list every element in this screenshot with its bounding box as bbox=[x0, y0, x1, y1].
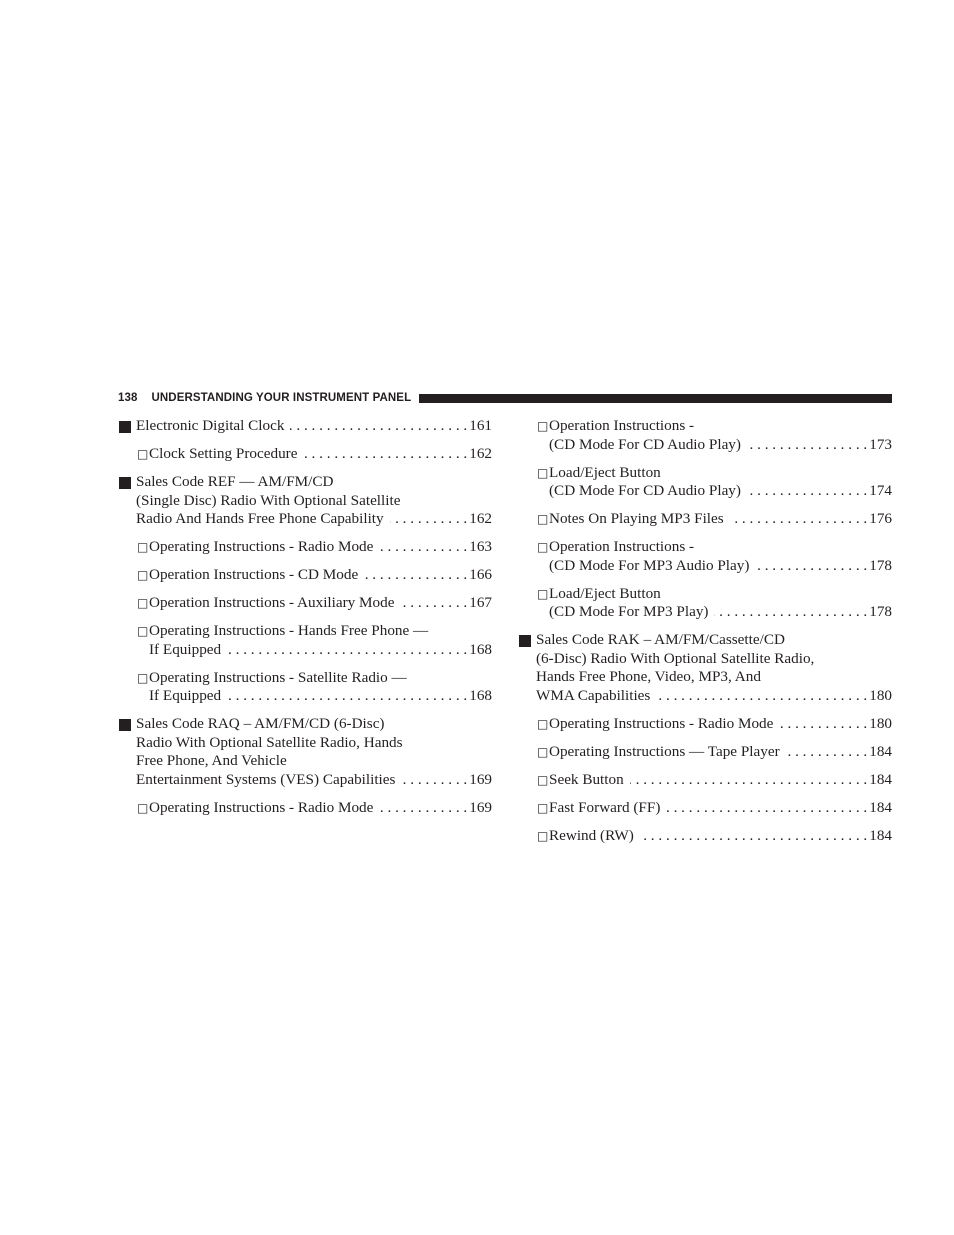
white-square-bullet-icon: □ bbox=[537, 586, 549, 601]
toc-entry-title-line: Operation Instructions - bbox=[549, 538, 695, 556]
toc-entry-title-line: Fast Forward (FF) bbox=[549, 799, 661, 817]
toc-entry-title-line: (Single Disc) Radio With Optional Satellite bbox=[136, 491, 401, 509]
toc-page-number: 178 bbox=[869, 556, 892, 574]
toc-entry-title-line: Operating Instructions - Radio Mode bbox=[149, 799, 374, 817]
toc-entry-title-line: Sales Code RAK – AM/FM/Cassette/CD bbox=[536, 631, 785, 649]
white-square-bullet-icon: □ bbox=[537, 773, 549, 788]
toc-entry-title-line: Sales Code RAQ – AM/FM/CD (6-Disc) bbox=[136, 715, 385, 733]
toc-sub-entry bbox=[518, 538, 892, 575]
toc-page-number: 184 bbox=[869, 827, 892, 844]
white-square-bullet-icon: □ bbox=[537, 540, 549, 555]
toc-entry-title-line: Electronic Digital Clock bbox=[136, 417, 285, 434]
black-square-bullet-icon bbox=[119, 421, 131, 433]
toc-page-number: 174 bbox=[869, 482, 892, 500]
white-square-bullet-icon: □ bbox=[137, 596, 149, 611]
dot-leader bbox=[786, 743, 868, 762]
toc-sub-entry bbox=[518, 510, 892, 529]
toc-entry-title-line: Operating Instructions - Radio Mode bbox=[149, 538, 374, 556]
toc-entry-title-line: WMA Capabilities bbox=[536, 687, 651, 705]
toc-left-column bbox=[118, 417, 492, 827]
dot-leader bbox=[400, 594, 467, 613]
toc-entry-title-line: Entertainment Systems (VES) Capabilities bbox=[136, 771, 396, 789]
toc-page-number: 163 bbox=[469, 538, 492, 556]
dot-leader bbox=[656, 687, 867, 706]
toc-entry-title-line: Clock Setting Procedure bbox=[149, 444, 298, 462]
toc-main-entry bbox=[518, 631, 892, 705]
toc-right-column bbox=[518, 417, 892, 855]
white-square-bullet-icon: □ bbox=[537, 801, 549, 816]
toc-entry-title-line: (CD Mode For CD Audio Play) bbox=[549, 482, 741, 500]
toc-entry-title-line: Operating Instructions - Satellite Radio — bbox=[149, 668, 407, 686]
black-square-bullet-icon bbox=[119, 719, 131, 731]
toc-entry-title-line: Radio With Optional Satellite Radio, Hands bbox=[136, 733, 403, 751]
toc-page-number: 180 bbox=[869, 687, 892, 705]
toc-page-number: 162 bbox=[469, 510, 492, 528]
white-square-bullet-icon: □ bbox=[137, 801, 149, 816]
white-square-bullet-icon: □ bbox=[137, 540, 149, 555]
toc-page-number: 162 bbox=[469, 444, 492, 462]
dot-leader bbox=[290, 417, 467, 436]
white-square-bullet-icon: □ bbox=[537, 717, 549, 732]
dot-leader bbox=[227, 687, 467, 706]
toc-entry-title-line: Operation Instructions - CD Mode bbox=[149, 566, 359, 584]
toc-entry-title-line: (CD Mode For CD Audio Play) bbox=[549, 435, 741, 453]
toc-sub-entry bbox=[118, 622, 492, 659]
toc-entry-title-line: Rewind (RW) bbox=[549, 827, 634, 844]
toc-sub-entry bbox=[518, 585, 892, 622]
toc-page-number: 178 bbox=[869, 603, 892, 621]
section-title: UNDERSTANDING YOUR INSTRUMENT PANEL bbox=[151, 392, 412, 404]
toc-page-number: 169 bbox=[469, 771, 492, 789]
toc-page-number: 180 bbox=[869, 715, 892, 733]
toc-sub-entry bbox=[118, 538, 492, 557]
dot-leader bbox=[379, 799, 467, 818]
toc-entry-title-line: If Equipped bbox=[149, 640, 222, 658]
toc-entry-title-line: Operating Instructions - Hands Free Phone — bbox=[149, 622, 429, 640]
toc-page-number: 184 bbox=[869, 799, 892, 817]
dot-leader bbox=[747, 436, 867, 455]
toc-page-number: 167 bbox=[469, 594, 492, 612]
dot-leader bbox=[379, 538, 467, 557]
toc-page-number: 169 bbox=[469, 799, 492, 817]
toc-page-number: 173 bbox=[869, 435, 892, 453]
dot-leader bbox=[730, 510, 868, 529]
toc-entry-title-line: Load/Eject Button bbox=[549, 463, 661, 481]
toc-entry-title-line: Load/Eject Button bbox=[549, 584, 661, 602]
toc-page-number: 161 bbox=[469, 417, 492, 434]
dot-leader bbox=[747, 482, 867, 501]
dot-leader bbox=[364, 566, 467, 585]
toc-sub-entry bbox=[118, 566, 492, 585]
toc-page-number: 168 bbox=[469, 687, 492, 705]
white-square-bullet-icon: □ bbox=[137, 624, 149, 639]
dot-leader bbox=[755, 557, 867, 576]
page-number: 138 bbox=[118, 392, 138, 404]
dot-leader bbox=[640, 827, 867, 846]
toc-main-entry bbox=[118, 417, 492, 436]
toc-entry-title-line: If Equipped bbox=[149, 687, 222, 705]
toc-page-number: 168 bbox=[469, 640, 492, 658]
toc-entry-title-line: Sales Code REF — AM/FM/CD bbox=[136, 472, 334, 490]
toc-page-number: 176 bbox=[869, 510, 892, 528]
toc-sub-entry bbox=[518, 464, 892, 501]
white-square-bullet-icon: □ bbox=[537, 419, 549, 433]
toc-page-number: 184 bbox=[869, 771, 892, 789]
toc-page-number: 166 bbox=[469, 566, 492, 584]
white-square-bullet-icon: □ bbox=[137, 446, 149, 461]
toc-sub-entry bbox=[518, 827, 892, 846]
toc-entry-title-line: Operation Instructions - bbox=[549, 417, 695, 434]
toc-sub-entry bbox=[518, 799, 892, 818]
white-square-bullet-icon: □ bbox=[537, 829, 549, 843]
dot-leader bbox=[714, 603, 867, 622]
toc-main-entry bbox=[118, 715, 492, 789]
toc-entry-title-line: (CD Mode For MP3 Play) bbox=[549, 603, 709, 621]
dot-leader bbox=[630, 771, 868, 790]
white-square-bullet-icon: □ bbox=[137, 568, 149, 583]
dot-leader bbox=[227, 641, 467, 660]
toc-entry-title-line: Radio And Hands Free Phone Capability bbox=[136, 510, 384, 528]
dot-leader bbox=[779, 715, 867, 734]
dot-leader bbox=[666, 799, 867, 818]
toc-sub-entry bbox=[118, 594, 492, 613]
toc-entry-title-line: (6-Disc) Radio With Optional Satellite Radio, bbox=[536, 649, 815, 667]
white-square-bullet-icon: □ bbox=[137, 670, 149, 685]
toc-sub-entry bbox=[118, 445, 492, 464]
dot-leader bbox=[390, 510, 468, 529]
toc-entry-title-line: Operation Instructions - Auxiliary Mode bbox=[149, 594, 395, 612]
toc-sub-entry bbox=[518, 417, 892, 454]
toc-entry-title-line: Free Phone, And Vehicle bbox=[136, 752, 287, 770]
toc-sub-entry bbox=[518, 715, 892, 734]
dot-leader bbox=[401, 771, 467, 790]
toc-sub-entry bbox=[518, 771, 892, 790]
toc-entry-title-line: Hands Free Phone, Video, MP3, And bbox=[536, 668, 761, 686]
white-square-bullet-icon: □ bbox=[537, 745, 549, 760]
header-rule-bar bbox=[419, 394, 892, 403]
toc-entry-title-line: Operating Instructions — Tape Player bbox=[549, 743, 780, 761]
page-header bbox=[118, 390, 892, 406]
toc-sub-entry bbox=[518, 743, 892, 762]
toc-main-entry bbox=[118, 473, 492, 529]
toc-sub-entry bbox=[118, 799, 492, 818]
toc-entry-title-line: Operating Instructions - Radio Mode bbox=[549, 715, 774, 733]
toc-page-number: 184 bbox=[869, 743, 892, 761]
white-square-bullet-icon: □ bbox=[537, 465, 549, 480]
toc-entry-title-line: Notes On Playing MP3 Files bbox=[549, 510, 724, 528]
black-square-bullet-icon bbox=[519, 635, 531, 647]
toc-entry-title-line: Seek Button bbox=[549, 771, 624, 789]
dot-leader bbox=[303, 445, 467, 464]
toc-sub-entry bbox=[118, 669, 492, 706]
white-square-bullet-icon: □ bbox=[537, 512, 549, 527]
black-square-bullet-icon bbox=[119, 477, 131, 489]
toc-entry-title-line: (CD Mode For MP3 Audio Play) bbox=[549, 556, 750, 574]
